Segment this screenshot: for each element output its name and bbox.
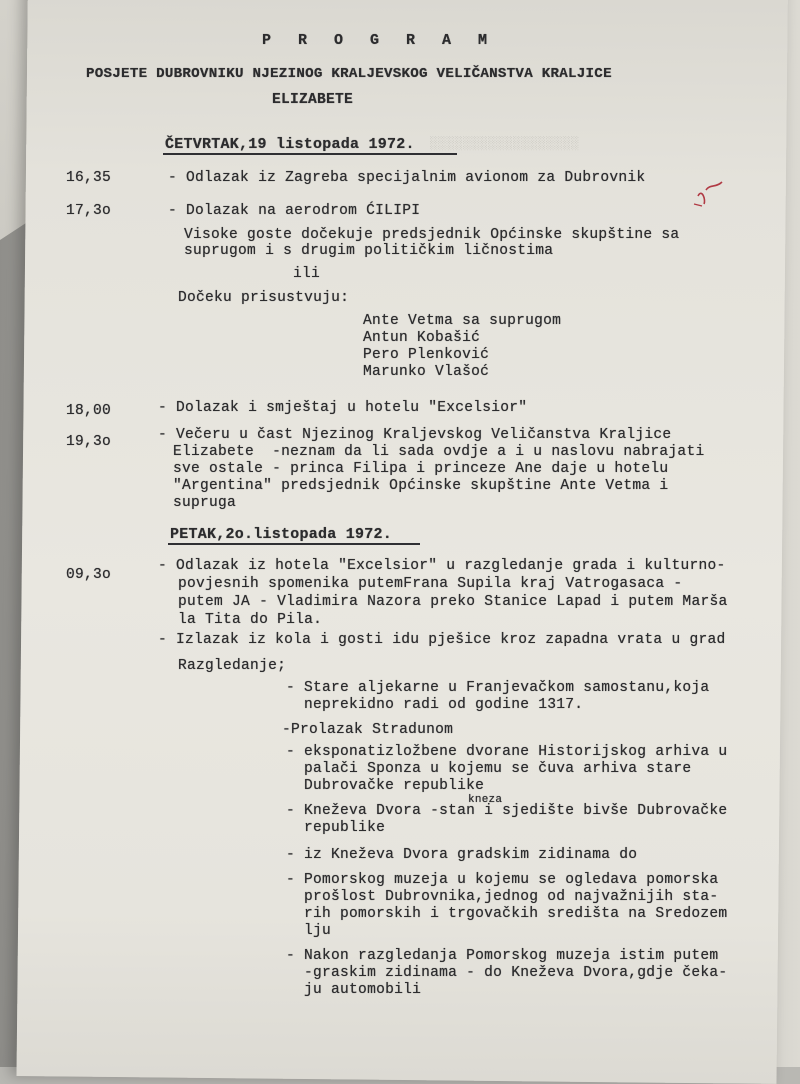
day2-entry-1-line2: povjesnih spomenika putemFrana Supila kraj Vatrogasaca - <box>178 576 683 592</box>
reception-name: Pero Plenković <box>363 347 490 363</box>
day1-entry-2-detail-line1: Visoke goste dočekuje predsjednik Općinske skupštine sa <box>184 227 680 243</box>
sightseeing-item: - Stare aljekarne u Franjevačkom samostanu,koja <box>286 680 710 696</box>
day1-entry-1: - Odlazak iz Zagreba specijalnim avionom za Dubrovnik <box>168 170 646 186</box>
day1-heading: ČETVRTAK,19 listopada 1972. <box>165 136 415 153</box>
sightseeing-item: - Nakon razgledanja Pomorskog muzeja istim putem <box>286 948 719 964</box>
handwritten-insert: kneza <box>468 794 503 806</box>
sightseeing-item-cont: prošlost Dubrovnika,jednog od najvažnijih sta- <box>286 889 719 905</box>
document-subtitle-line1: POSJETE DUBROVNIKU NJEZINOG KRALJEVSKOG VELIČANSTVA KRALJICE <box>86 66 612 82</box>
sightseeing-item-cont: lju <box>286 923 332 939</box>
day1-entry-4-line3: sve ostale - princa Filipa i princeze Ane daje u hotelu <box>173 461 669 477</box>
document-title: P R O G R A M <box>262 32 497 49</box>
day1-reception-label: Dočeku prisustvuju: <box>178 290 350 306</box>
sightseeing-item: -Prolazak Stradunom <box>282 722 454 738</box>
sightseeing-item-cont: ju automobili <box>286 982 422 998</box>
sightseeing-item-cont: palači Sponza u kojemu se čuva arhiva stare <box>286 761 692 777</box>
day2-walk-note: - Izlazak iz kola i gosti idu pješice kroz zapadna vrata u grad <box>158 632 726 648</box>
document-subtitle-line2: ELIZABETE <box>272 92 354 108</box>
day1-entry-2-detail-line2: suprugom i s drugim političkim ličnostima <box>184 243 554 259</box>
reception-name: Ante Vetma sa suprugom <box>363 313 562 329</box>
day2-entry-1-line4: la Tita do Pila. <box>178 612 323 628</box>
day1-entry-4-line5: supruga <box>173 495 237 511</box>
day1-time-1: 16,35 <box>66 170 112 186</box>
day2-entry-1-line3: putem JA - Vladimira Nazora preko Stanice Lapad i putem Marša <box>178 594 728 610</box>
day1-entry-4-line1: - Večeru u čast Njezinog Kraljevskog Veličanstva Kraljice <box>158 427 672 443</box>
red-ink-mark-icon <box>692 178 726 208</box>
sightseeing-item: - Pomorskog muzeja u kojemu se ogledava pomorska <box>286 872 719 888</box>
day2-heading-underline <box>168 543 420 545</box>
show-through-text: ░░░░░░░░░░░░░░░░░░ <box>430 136 580 151</box>
day1-entry-4-line2: Elizabete -neznam da li sada ovdje a i u naslovu nabrajati <box>173 444 705 460</box>
day1-time-4: 19,3o <box>66 434 112 450</box>
sightseeing-item-cont: republike <box>286 820 386 836</box>
sightseeing-item-cont: -graskim zidinama - do Kneževa Dvora,gdje čeka- <box>286 965 728 981</box>
day2-entry-1-line1: - Odlazak iz hotela "Excelsior" u razgledanje grada i kulturno- <box>158 558 726 574</box>
day1-entry-3: - Dolazak i smještaj u hotelu "Excelsior" <box>158 400 528 416</box>
day1-entry-2: - Dolazak na aerodrom ĆILIPI <box>168 203 421 219</box>
day1-heading-underline <box>163 153 457 155</box>
sightseeing-item: - Kneževa Dvora -stan i sjedište bivše Dubrovačke <box>286 803 728 819</box>
reception-name: Antun Kobašić <box>363 330 481 346</box>
sightseeing-item: - eksponatizložbene dvorane Historijskog arhiva u <box>286 744 728 760</box>
day1-entry-4-line4: "Argentina" predsjednik Općinske skupštine Ante Vetma i <box>173 478 669 494</box>
day2-sightseeing-label: Razgledanje; <box>178 658 287 674</box>
sightseeing-item-cont: neprekidno radi od godine 1317. <box>286 697 584 713</box>
day1-entry-2-or: ili <box>293 266 321 282</box>
reception-name: Marunko Vlašoć <box>363 364 490 380</box>
day2-heading: PETAK,2o.listopada 1972. <box>170 526 393 543</box>
sightseeing-item: - iz Kneževa Dvora gradskim zidinama do <box>286 847 638 863</box>
sightseeing-item-cont: Dubrovačke republike <box>286 778 485 794</box>
day2-time-1: 09,3o <box>66 567 112 583</box>
day1-time-2: 17,3o <box>66 203 112 219</box>
day1-time-3: 18,00 <box>66 403 112 419</box>
sightseeing-item-cont: rih pomorskih i trgovačkih središta na Sredozem <box>286 906 728 922</box>
